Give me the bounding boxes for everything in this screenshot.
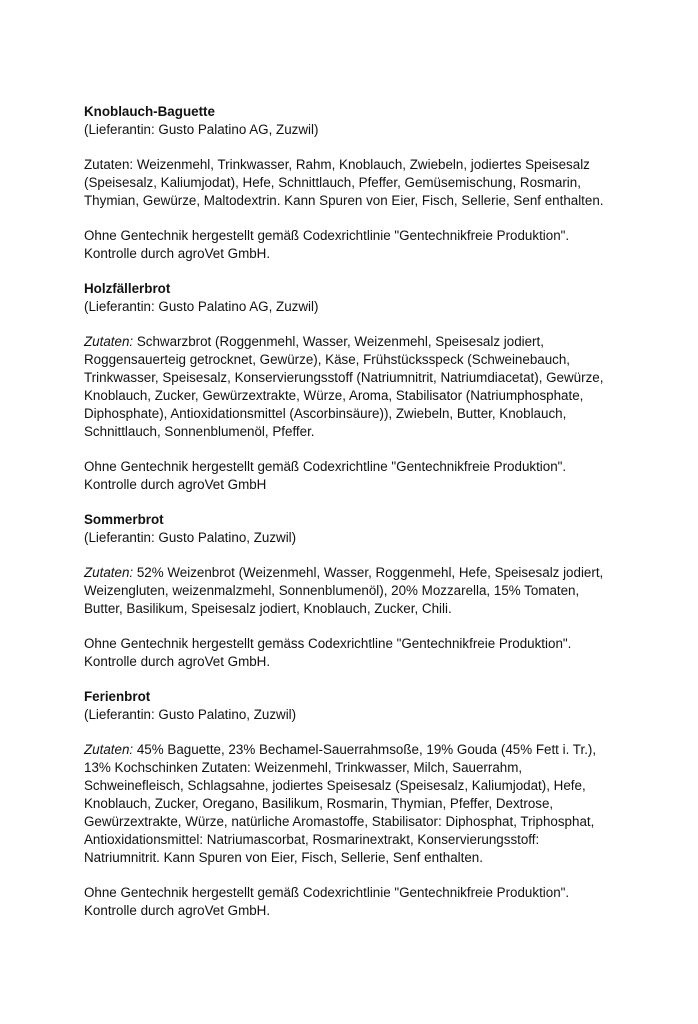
ingredients-line: 13% Kochschinken Zutaten: Weizenmehl, Trinkwasser, Milch, Sauerrahm, <box>84 760 523 775</box>
ingredients-text: 52% Weizenbrot (Weizenmehl, Wasser, Roggenmehl, Hefe, Speisesalz jodiert, <box>133 565 604 580</box>
gmo-statement <box>84 884 664 920</box>
ingredients-text: 45% Baguette, 23% Bechamel-Sauerrahmsoße, 19% Gouda (45% Fett i. Tr.), <box>133 742 597 757</box>
ingredients-line: Natriumnitrit. Kann Spuren von Eier, Fisch, Sellerie, Senf enthalten. <box>84 850 483 865</box>
gmo-line: Ohne Gentechnik hergestellt gemäß Codexrichtline "Gentechnikfreie Produktion". <box>84 459 567 474</box>
product-title: Sommerbrot <box>84 512 164 527</box>
product-knoblauch-baguette <box>84 103 664 263</box>
product-title: Ferienbrot <box>84 689 151 704</box>
ingredients-paragraph <box>84 564 664 618</box>
ingredients-line: Knoblauch, Zucker, Oregano, Basilikum, Rosmarin, Thymian, Pfeffer, Dextrose, <box>84 796 554 811</box>
ingredients-line: Butter, Basilikum, Speisesalz jodiert, Knoblauch, Zucker, Chili. <box>84 601 452 616</box>
ingredients-text: Schwarzbrot (Roggenmehl, Wasser, Weizenmehl, Speisesalz jodiert, <box>133 334 544 349</box>
ingredients-line: Thymian, Gewürze, Maltodextrin. Kann Spuren von Eier, Fisch, Sellerie, Senf enthalten. <box>84 193 604 208</box>
document-page <box>84 103 664 937</box>
product-supplier: (Lieferantin: Gusto Palatino AG, Zuzwil) <box>84 299 319 314</box>
gmo-statement <box>84 227 664 263</box>
ingredients-line <box>84 564 664 582</box>
ingredients-line: Schweinefleisch, Schlagsahne, jodiertes Speisesalz (Speisesalz, Kaliumjodat), Hefe, <box>84 778 586 793</box>
ingredients-label: Zutaten: <box>84 334 134 349</box>
gmo-statement <box>84 458 664 494</box>
product-sommerbrot <box>84 511 664 671</box>
product-supplier: (Lieferantin: Gusto Palatino, Zuzwil) <box>84 530 297 545</box>
ingredients-line: Schnittlauch, Sonnenblumenöl, Pfeffer. <box>84 424 315 439</box>
ingredients-line: Zutaten: Weizenmehl, Trinkwasser, Rahm, Knoblauch, Zwiebeln, jodiertes Speisesalz <box>84 157 590 172</box>
ingredients-line <box>84 333 664 351</box>
ingredients-paragraph <box>84 333 664 441</box>
ingredients-line: (Speisesalz, Kaliumjodat), Hefe, Schnittlauch, Pfeffer, Gemüsemischung, Rosmarin, <box>84 175 581 190</box>
product-supplier: (Lieferantin: Gusto Palatino, Zuzwil) <box>84 707 297 722</box>
product-title: Knoblauch-Baguette <box>84 104 215 119</box>
ingredients-label: Zutaten: <box>84 565 134 580</box>
ingredients-line: Diphosphate), Antioxidationsmittel (Ascorbinsäure)), Zwiebeln, Butter, Knoblauch, <box>84 406 567 421</box>
gmo-statement <box>84 635 664 671</box>
ingredients-line: Weizengluten, weizenmalzmehl, Sonnenblumenöl), 20% Mozzarella, 15% Tomaten, <box>84 583 580 598</box>
gmo-line: Kontrolle durch agroVet GmbH. <box>84 246 271 261</box>
product-holzfaellerbrot <box>84 280 664 494</box>
gmo-line: Kontrolle durch agroVet GmbH. <box>84 903 271 918</box>
gmo-line: Ohne Gentechnik hergestellt gemäß Codexrichtlinie "Gentechnikfreie Produktion". <box>84 885 570 900</box>
gmo-line: Ohne Gentechnik hergestellt gemäss Codexrichtline "Gentechnikfreie Produktion". <box>84 636 572 651</box>
gmo-line: Kontrolle durch agroVet GmbH <box>84 477 267 492</box>
product-ferienbrot <box>84 688 664 920</box>
ingredients-line: Antioxidationsmittel: Natriumascorbat, Rosmarinextrakt, Konservierungsstoff: <box>84 832 540 847</box>
ingredients-line: Roggensauerteig getrocknet, Gewürze), Käse, Frühstücksspeck (Schweinebauch, <box>84 352 571 367</box>
ingredients-line: Knoblauch, Zucker, Gewürzextrakte, Würze, Aroma, Stabilisator (Natriumphosphate, <box>84 388 584 403</box>
ingredients-paragraph <box>84 156 664 210</box>
ingredients-line: Gewürzextrakte, Würze, natürliche Aromastoffe, Stabilisator: Diphosphat, Triphosphat, <box>84 814 595 829</box>
ingredients-label: Zutaten: <box>84 742 134 757</box>
product-title: Holzfällerbrot <box>84 281 171 296</box>
ingredients-paragraph <box>84 741 664 867</box>
ingredients-line: Trinkwasser, Speisesalz, Konservierungsstoff (Natriumnitrit, Natriumdiacetat), Gewürze, <box>84 370 604 385</box>
gmo-line: Ohne Gentechnik hergestellt gemäß Codexrichtlinie "Gentechnikfreie Produktion". <box>84 228 570 243</box>
product-supplier: (Lieferantin: Gusto Palatino AG, Zuzwil) <box>84 122 319 137</box>
ingredients-line <box>84 741 664 759</box>
gmo-line: Kontrolle durch agroVet GmbH. <box>84 654 271 669</box>
